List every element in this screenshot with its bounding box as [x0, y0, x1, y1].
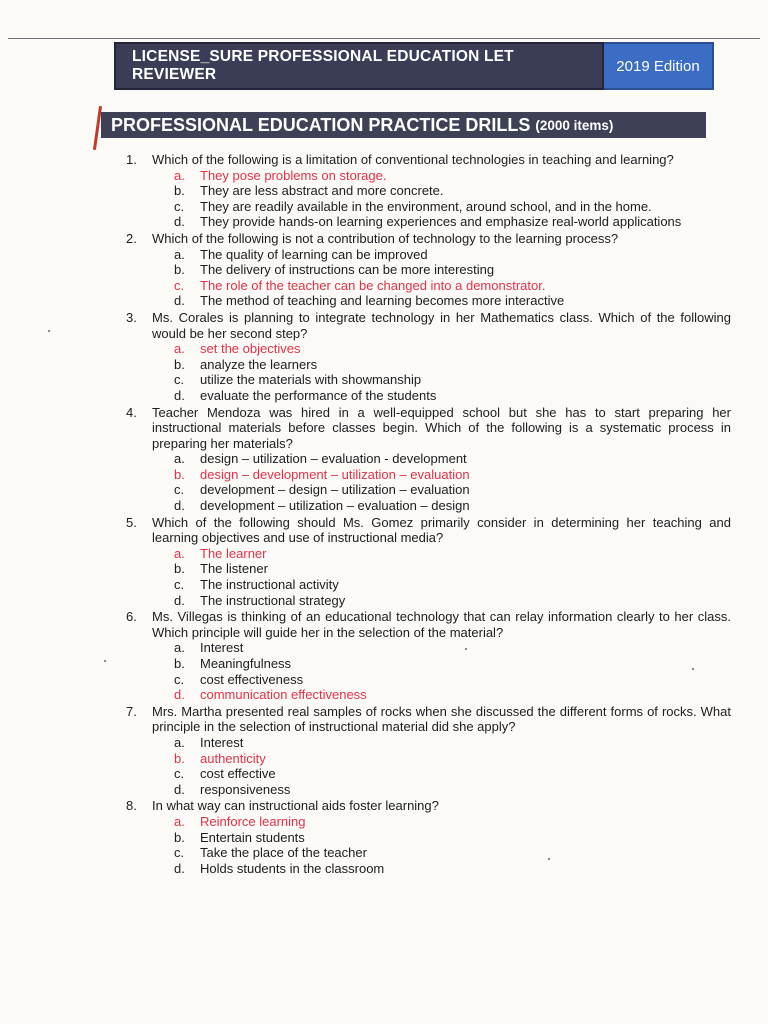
- option-text: The method of teaching and learning becomes more interactive: [200, 293, 565, 309]
- option-letter: c.: [174, 766, 185, 782]
- option-letter: b.: [174, 561, 185, 577]
- answer-option: [174, 262, 731, 278]
- option-letter: c.: [174, 482, 185, 498]
- option-text: Entertain students: [200, 829, 305, 845]
- option-text: design – development – utilization – evaluation: [200, 466, 470, 482]
- option-letter: b.: [174, 262, 185, 278]
- header-banner: [114, 42, 714, 90]
- option-text: The listener: [200, 561, 268, 577]
- answer-option: [174, 247, 731, 263]
- option-letter: d.: [174, 214, 185, 230]
- question-item: [126, 310, 731, 341]
- question-text: Which of the following should Ms. Gomez primarily consider in determining her teaching and learning objectives and use of instructional media?: [152, 514, 731, 546]
- question-number: 4.: [126, 404, 137, 420]
- question-item: [126, 231, 731, 247]
- option-letter: a.: [174, 734, 185, 750]
- option-text: They are readily available in the environment, around school, and in the home.: [200, 198, 652, 214]
- option-letter: b.: [174, 656, 185, 671]
- question-number: 6.: [126, 609, 137, 625]
- question-item: [126, 152, 731, 168]
- answer-option: [174, 451, 731, 467]
- answer-option: [174, 561, 731, 577]
- question-text: Which of the following is not a contribution of technology to the learning process?: [152, 230, 619, 246]
- question-text: Mrs. Martha presented real samples of rocks when she discussed the different forms of rocks. What principle in the selection of instructional material did she apply?: [152, 703, 731, 735]
- option-letter: c.: [174, 198, 185, 214]
- option-text: They are less abstract and more concrete.: [200, 183, 444, 199]
- option-letter: c.: [174, 845, 185, 861]
- question-number: 3.: [126, 309, 137, 325]
- answer-option: [174, 372, 731, 388]
- option-letter: b.: [174, 466, 185, 482]
- answer-option: [174, 199, 731, 215]
- option-text: The instructional strategy: [200, 592, 346, 608]
- option-letter: d.: [174, 592, 185, 608]
- option-text: Holds students in the classroom: [200, 860, 385, 876]
- answer-option: [174, 593, 731, 609]
- answer-option: [174, 183, 731, 199]
- option-text: Interest: [200, 640, 244, 656]
- option-text: The instructional activity: [200, 577, 339, 593]
- answer-option: [174, 214, 731, 230]
- option-letter: a.: [174, 451, 185, 467]
- option-letter: b.: [174, 356, 185, 372]
- option-letter: c.: [174, 577, 185, 593]
- answer-option: [174, 640, 731, 656]
- question-item: [126, 515, 731, 546]
- option-text: development – design – utilization – evaluation: [200, 482, 470, 498]
- answer-option: [174, 845, 731, 861]
- option-letter: b.: [174, 829, 185, 845]
- option-letter: d.: [174, 860, 185, 876]
- option-letter: b.: [174, 183, 185, 199]
- scan-speck: [48, 330, 50, 332]
- question-item: [126, 609, 731, 640]
- option-text: evaluate the performance of the students: [200, 387, 437, 403]
- option-text: communication effectiveness: [200, 687, 367, 703]
- answer-option-correct: [174, 814, 731, 830]
- option-letter: a.: [174, 341, 185, 357]
- section-item-count: (2000 items): [535, 117, 614, 133]
- option-text: The quality of learning can be improved: [200, 246, 428, 262]
- option-text: Meaningfulness: [200, 656, 292, 671]
- option-text: development – utilization – evaluation – design: [200, 498, 470, 514]
- scan-speck: [548, 858, 550, 860]
- answer-option: [174, 830, 731, 846]
- question-list: [126, 151, 731, 876]
- option-letter: d.: [174, 387, 185, 403]
- option-text: utilize the materials with showmanship: [200, 372, 422, 388]
- question-number: 1.: [126, 152, 137, 167]
- answer-option: [174, 672, 731, 688]
- option-letter: b.: [174, 750, 185, 766]
- option-text: set the objectives: [200, 341, 301, 357]
- scan-speck: [104, 660, 106, 662]
- answer-option: [174, 782, 731, 798]
- question-text: Teacher Mendoza was hired in a well-equipped school but she has to start preparing her instructional materials before classes begin. Which of the following is a systematic process in preparing her materials?: [152, 404, 731, 451]
- answer-option: [174, 293, 731, 309]
- question-number: 7.: [126, 703, 137, 719]
- answer-option: [174, 656, 731, 672]
- option-text: cost effective: [200, 766, 276, 782]
- question-text: Ms. Villegas is thinking of an educational technology that can relay information clearly to her class. Which principle will guide her in the selection of the material?: [152, 609, 731, 640]
- option-letter: a.: [174, 813, 185, 829]
- option-text: Take the place of the teacher: [200, 845, 367, 861]
- question-number: 5.: [126, 514, 137, 530]
- option-letter: d.: [174, 687, 185, 703]
- answer-option-correct: [174, 687, 731, 703]
- answer-option: [174, 861, 731, 877]
- option-text: Interest: [200, 734, 244, 750]
- answer-option: [174, 388, 731, 404]
- option-text: authenticity: [200, 750, 266, 766]
- option-text: responsiveness: [200, 781, 291, 797]
- answer-option: [174, 498, 731, 514]
- option-text: design – utilization – evaluation - development: [200, 451, 467, 467]
- answer-option: [174, 357, 731, 373]
- option-letter: c.: [174, 277, 185, 293]
- option-letter: a.: [174, 640, 185, 656]
- option-text: The delivery of instructions can be more interesting: [200, 262, 495, 278]
- option-letter: a.: [174, 246, 185, 262]
- option-letter: c.: [174, 372, 185, 388]
- reviewer-title: LICENSE_SURE PROFESSIONAL EDUCATION LET REVIEWER: [114, 42, 604, 90]
- answer-option-correct: [174, 168, 731, 184]
- scan-speck: [692, 668, 694, 670]
- section-heading: [101, 112, 706, 138]
- answer-option: [174, 766, 731, 782]
- question-text: Ms. Corales is planning to integrate technology in her Mathematics class. Which of the following would be her second step?: [152, 309, 731, 341]
- section-title: PROFESSIONAL EDUCATION PRACTICE DRILLS: [111, 114, 531, 135]
- answer-option-correct: [174, 341, 731, 357]
- answer-option-correct: [174, 546, 731, 562]
- option-letter: d.: [174, 781, 185, 797]
- option-text: They pose problems on storage.: [200, 167, 387, 183]
- question-number: 2.: [126, 230, 137, 246]
- answer-option-correct: [174, 278, 731, 294]
- option-text: The learner: [200, 545, 267, 561]
- option-text: analyze the learners: [200, 356, 318, 372]
- option-letter: c.: [174, 671, 185, 687]
- question-text: In what way can instructional aids foster learning?: [152, 798, 439, 814]
- option-text: cost effectiveness: [200, 671, 304, 687]
- answer-option-correct: [174, 467, 731, 483]
- question-number: 8.: [126, 798, 137, 814]
- option-letter: a.: [174, 167, 185, 183]
- edition-badge: 2019 Edition: [604, 42, 714, 90]
- option-letter: d.: [174, 293, 185, 309]
- top-rule: [8, 38, 760, 39]
- answer-option: [174, 577, 731, 593]
- answer-option: [174, 735, 731, 751]
- option-letter: a.: [174, 545, 185, 561]
- question-item: [126, 405, 731, 452]
- answer-option: [174, 482, 731, 498]
- question-item: [126, 704, 731, 735]
- option-text: They provide hands-on learning experiences and emphasize real-world applications: [200, 214, 682, 230]
- option-text: The role of the teacher can be changed into a demonstrator.: [200, 277, 546, 293]
- question-item: [126, 798, 731, 814]
- answer-option-correct: [174, 751, 731, 767]
- question-text: Which of the following is a limitation of conventional technologies in teaching and learning?: [152, 152, 674, 167]
- option-text: Reinforce learning: [200, 813, 306, 829]
- scan-speck: [465, 648, 467, 650]
- option-letter: d.: [174, 498, 185, 514]
